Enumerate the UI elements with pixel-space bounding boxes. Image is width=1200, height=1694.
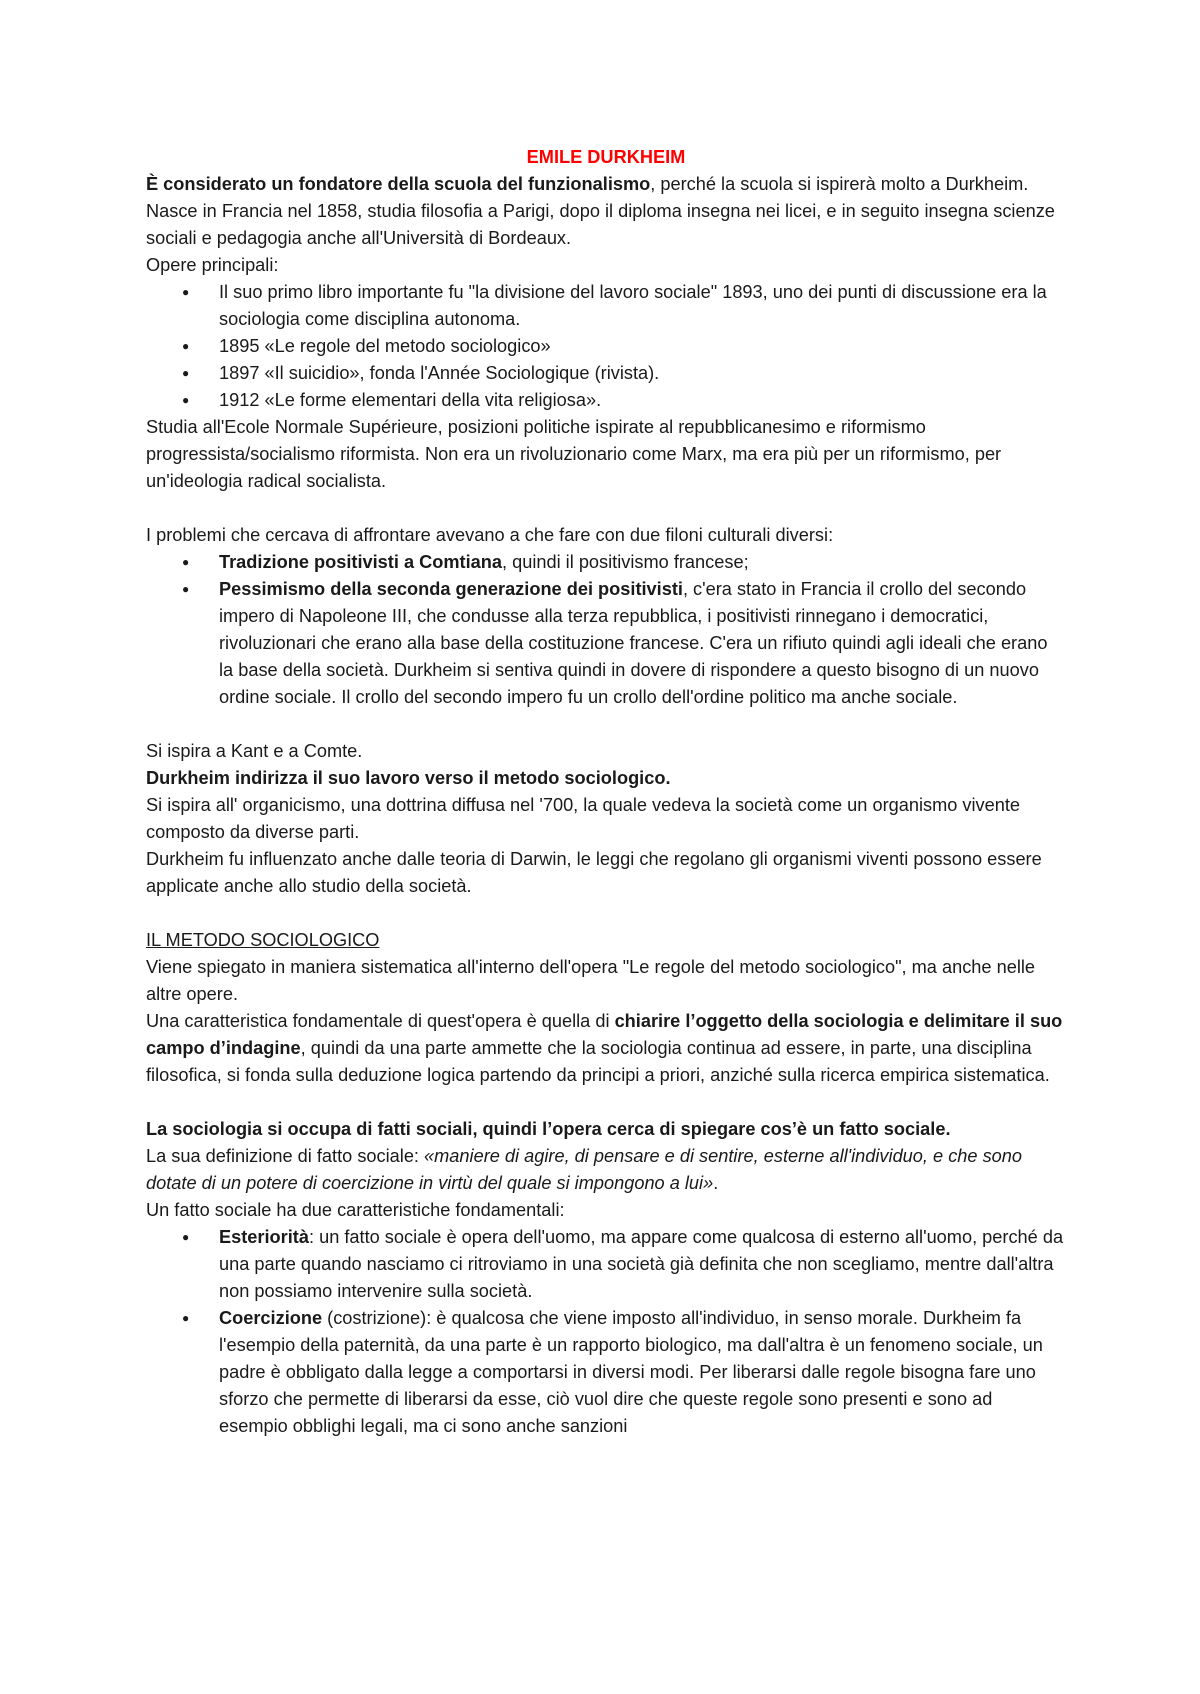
problems-list bbox=[146, 549, 1066, 711]
works-label: Opere principali: bbox=[146, 255, 279, 275]
definition-quote: «maniere di agire, di pensare e di sentire, esterne all'individuo, e che sono dotate di un potere di coercizione in virtù del quale si impongono a lui» bbox=[146, 1146, 1023, 1193]
social-facts-paragraph bbox=[146, 1116, 1066, 1143]
intro-paragraph bbox=[146, 171, 1066, 198]
list-item: ● 1897 «Il suicidio», fonda l'Année Sociologique (rivista). bbox=[146, 360, 1066, 387]
social-facts-bold: La sociologia si occupa di fatti sociali, quindi l’opera cerca di spiegare cos’è un fatto sociale. bbox=[146, 1119, 951, 1139]
characteristic-bold: chiarire l’oggetto della sociologia e delimitare il suo campo d’indagine bbox=[146, 1011, 1063, 1058]
intro-rest: , perché la scuola si ispirerà molto a Durkheim. bbox=[650, 174, 1029, 194]
definition-post: . bbox=[713, 1173, 719, 1193]
list-item: ● 1912 «Le forme elementari della vita religiosa». bbox=[146, 387, 1066, 414]
method-explained-paragraph: Viene spiegato in maniera sistematica all'interno dell'opera "Le regole del metodo sociologico", ma anche nelle altre opere. bbox=[146, 957, 1036, 1004]
section-heading: IL METODO SOCIOLOGICO bbox=[146, 930, 380, 950]
bio-paragraph: Nasce in Francia nel 1858, studia filosofia a Parigi, dopo il diploma insegna nei licei, e in seguito insegna scienze sociali e pedagogia anche all'Università di Bordeaux. bbox=[146, 201, 1055, 248]
method-bold: Durkheim indirizza il suo lavoro verso il metodo sociologico. bbox=[146, 768, 671, 788]
definition-pre: La sua definizione di fatto sociale: bbox=[146, 1146, 425, 1166]
works-list bbox=[146, 279, 1066, 414]
list-item-bold: Coercizione bbox=[219, 1308, 323, 1328]
inspiration-paragraph: Si ispira a Kant e a Comte. bbox=[146, 741, 363, 761]
list-item-bold: Tradizione positivisti a Comtiana bbox=[219, 552, 502, 572]
definition-paragraph bbox=[146, 1143, 1066, 1197]
list-item-text: : un fatto sociale è opera dell'uomo, ma appare come qualcosa di esterno all'uomo, perché da una parte quando nasciamo ci ritroviamo in una società già definita che non scegliamo, mentre dall'altra non possiamo intervenire sulla società. bbox=[219, 1227, 1064, 1301]
spacer bbox=[146, 495, 1066, 522]
darwin-paragraph: Durkheim fu influenzato anche dalle teoria di Darwin, le leggi che regolano gli organismi viventi possono essere applicate anche allo studio della società. bbox=[146, 849, 1042, 896]
characteristic-pre: Una caratteristica fondamentale di quest'opera è quella di bbox=[146, 1011, 615, 1031]
list-item: ● Il suo primo libro importante fu "la divisione del lavoro sociale" 1893, uno dei punti di discussione era la sociologia come disciplina autonoma. bbox=[146, 279, 1066, 333]
list-item bbox=[146, 1224, 1066, 1305]
fact-chars-intro: Un fatto sociale ha due caratteristiche fondamentali: bbox=[146, 1200, 565, 1220]
page-title: EMILE DURKHEIM bbox=[526, 147, 686, 167]
spacer bbox=[146, 900, 1066, 927]
list-item-text: , quindi il positivismo francese; bbox=[501, 552, 749, 572]
method-bold-paragraph bbox=[146, 765, 1066, 792]
studies-paragraph: Studia all'Ecole Normale Supérieure, posizioni politiche ispirate al repubblicanesimo e riformismo progressista/socialismo riformista. Non era un rivoluzionario come Marx, ma era più per un riformismo, per un'ideologia radical socialista. bbox=[146, 417, 1002, 491]
document-body bbox=[146, 144, 1066, 1440]
spacer bbox=[146, 1089, 1066, 1116]
organicism-paragraph: Si ispira all' organicismo, una dottrina diffusa nel '700, la quale vedeva la società come un organismo vivente composto da diverse parti. bbox=[146, 795, 1021, 842]
list-item bbox=[146, 576, 1066, 711]
problems-intro: I problemi che cercava di affrontare avevano a che fare con due filoni culturali diversi: bbox=[146, 525, 834, 545]
characteristic-post: , quindi da una parte ammette che la sociologia continua ad essere, in parte, una disciplina filosofica, si fonda sulla deduzione logica partendo da principi a priori, anziché sulla ricerca empirica sistematica. bbox=[146, 1038, 1050, 1085]
list-item: ● 1895 «Le regole del metodo sociologico» bbox=[146, 333, 1066, 360]
list-item bbox=[146, 549, 1066, 576]
list-item-bold: Pessimismo della seconda generazione dei positivisti bbox=[219, 579, 683, 599]
spacer bbox=[146, 711, 1066, 738]
characteristic-paragraph bbox=[146, 1008, 1066, 1089]
fact-chars-list bbox=[146, 1224, 1066, 1440]
list-item-bold: Esteriorità bbox=[219, 1227, 309, 1247]
intro-bold: È considerato un fondatore della scuola del funzionalismo bbox=[146, 174, 651, 194]
list-item-text: (costrizione): è qualcosa che viene imposto all'individuo, in senso morale. Durkheim fa l'esempio della paternità, da una parte è un rapporto biologico, ma dall'altra è un fenomeno sociale, un padre è obbligato dalla legge a comportarsi in diversi modi. Per liberarsi dalle regole bisogna fare uno sforzo che permette di liberarsi da esse, ciò vuol dire che queste regole sono presenti e sono ad esempio obblighi legali, ma ci sono anche sanzioni bbox=[219, 1308, 1043, 1436]
list-item bbox=[146, 1305, 1066, 1440]
list-item-text: , c'era stato in Francia il crollo del secondo impero di Napoleone III, che condusse alla terza repubblica, i positivisti rinnegano i democratici, rivoluzionari che erano alla base della costituzione francese. C'era un rifiuto quindi agli ideali che erano la base della società. Durkheim si sentiva quindi in dovere di rispondere a questo bisogno di un nuovo ordine sociale. Il crollo del secondo impero fu un crollo dell'ordine politico ma anche sociale. bbox=[219, 579, 1048, 707]
